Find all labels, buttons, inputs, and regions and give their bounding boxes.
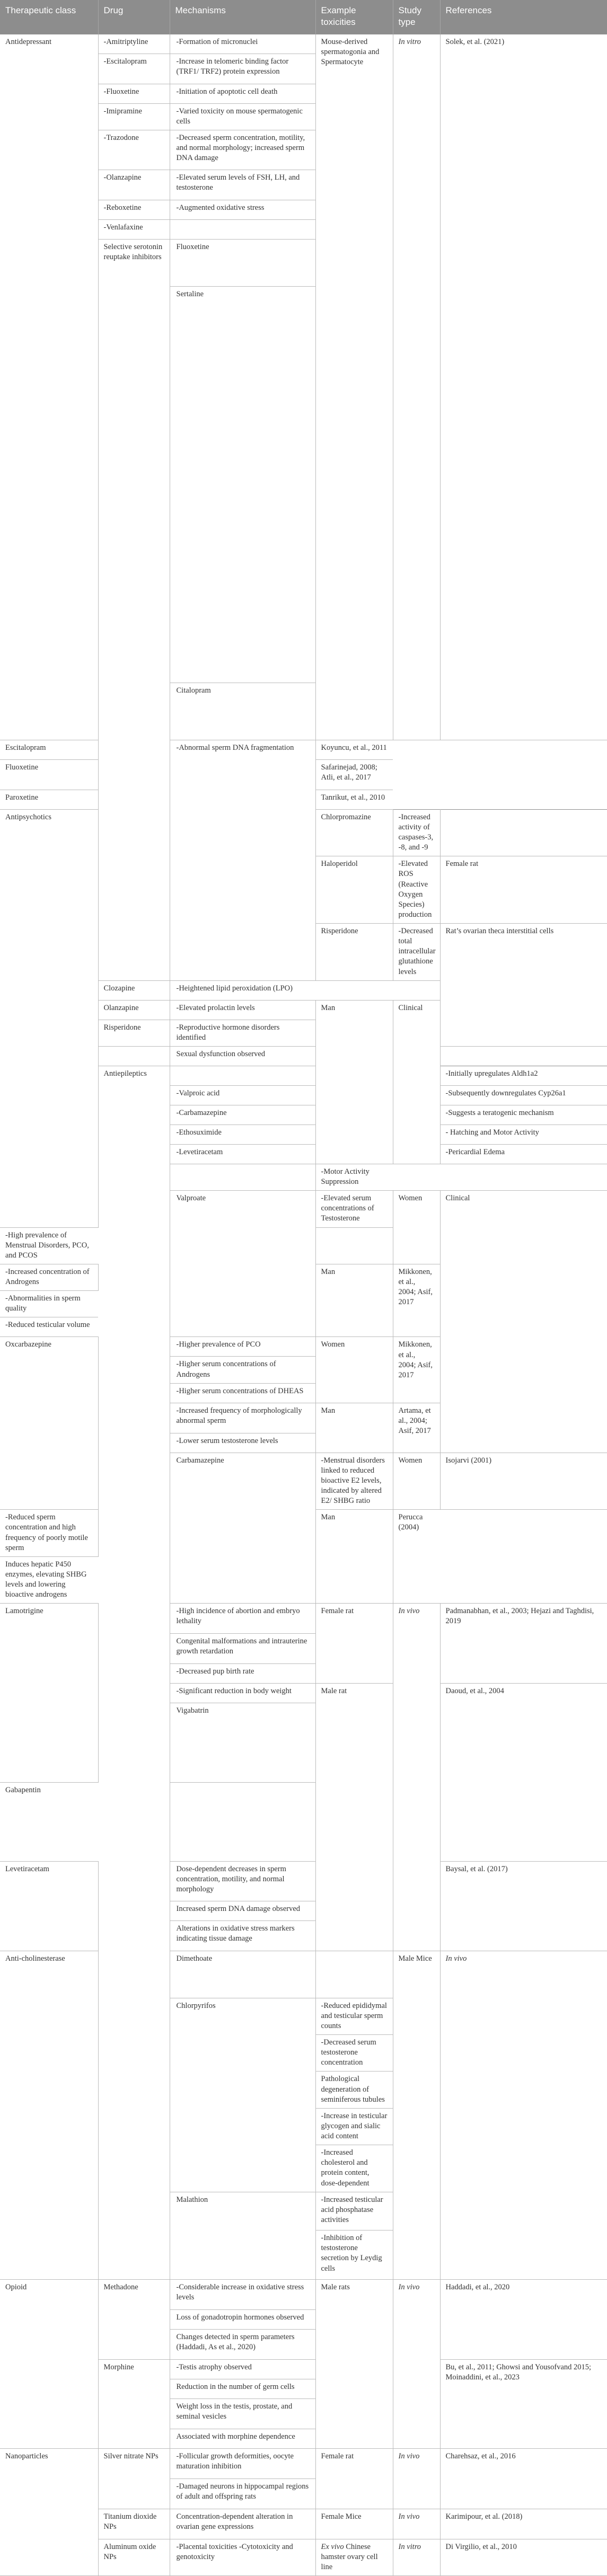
therapeutic-class-cell: Oxcarbazepine xyxy=(0,1337,98,1510)
mechanisms-cell: -Elevated prolactin levels xyxy=(170,1000,315,1020)
mechanisms-cell: Malathion xyxy=(170,2192,315,2279)
study-type-cell: In vitro xyxy=(393,34,440,740)
references-cell: Baysal, et al. (2017) xyxy=(440,1862,607,1951)
example-toxicities-cell: -Menstrual disorders linked to reduced bioactive E2 levels, indicated by altered E2/ SHBG ratio xyxy=(315,1453,393,1510)
drug-cell: -Trazodone xyxy=(98,130,170,170)
example-toxicities-cell: -Increase in testicular glycogen and sialic acid content xyxy=(315,2108,393,2145)
example-toxicities-cell: -Decreased serum testosterone concentration xyxy=(315,2035,393,2072)
example-toxicities-cell: Haloperidol xyxy=(315,856,393,924)
mechanisms-cell: -Heightened lipid peroxidation (LPO) xyxy=(170,980,315,1000)
mechanisms-cell: -High incidence of abortion and embryo lethality xyxy=(170,1604,315,1634)
mechanisms-cell: Valproate xyxy=(170,1191,315,1337)
therapeutic-class-cell: -Reduced testicular volume xyxy=(0,1317,98,1337)
mechanisms-cell: -Carbamazepine xyxy=(170,1105,315,1125)
mechanisms-cell: -Decreased sperm concentration, motility, and normal morphology; increased sperm DNA damage xyxy=(170,130,315,170)
therapeutic-class-cell: Antidepressant xyxy=(0,34,98,740)
example-toxicities-cell: -Increased cholesterol and protein content, dose-dependent xyxy=(315,2145,393,2192)
example-toxicities-cell: Risperidone xyxy=(315,924,393,981)
table-row xyxy=(0,2448,607,2478)
study-type-cell: Male Mice xyxy=(393,1951,440,2280)
header-therapeutic-class: Therapeutic class xyxy=(0,0,98,34)
header-example-toxicities: Example toxicities xyxy=(315,0,393,34)
drug-cell: Silver nitrate NPs xyxy=(98,2448,170,2509)
mechanisms-cell: Dose-dependent decreases in sperm concentration, motility, and normal morphology xyxy=(170,1862,315,1901)
drug-cell: Risperidone xyxy=(98,1020,170,1046)
drug-cell: Clozapine xyxy=(98,980,170,1000)
mechanisms-cell: Alterations in oxidative stress markers indicating tissue damage xyxy=(170,1921,315,1951)
mechanisms-cell: Reduction in the number of germ cells xyxy=(170,2379,315,2398)
mechanisms-cell: -Damaged neurons in hippocampal regions of adult and offspring rats xyxy=(170,2478,315,2509)
therapeutic-class-cell: Gabapentin xyxy=(0,1782,98,1861)
header-references: References xyxy=(440,0,607,34)
mechanisms-cell xyxy=(170,1164,315,1190)
therapeutic-class-cell: -Reduced sperm concentration and high frequency of poorly motile sperm xyxy=(0,1510,98,1557)
example-toxicities-cell: -Motor Activity Suppression xyxy=(315,1164,393,1190)
therapeutic-class-cell: -High prevalence of Menstrual Disorders, PCO, and PCOS xyxy=(0,1227,98,1264)
therapeutic-class-cell: Lamotrigine xyxy=(0,1604,98,1782)
study-type-cell: In vivo xyxy=(393,2448,440,2509)
study-type-cell: Women xyxy=(393,1453,440,1510)
mechanisms-cell: -Placental toxicities -Cytotoxicity and genotoxicity xyxy=(170,2539,315,2575)
example-toxicities-cell: -Elevated serum concentrations of Testosterone xyxy=(315,1191,393,1227)
study-type-cell: In vitro xyxy=(393,2539,440,2575)
therapeutic-class-cell: Anti-cholinesterase xyxy=(0,1951,98,2280)
references-cell: Rat’s ovarian theca interstitial cells xyxy=(440,924,607,1047)
mechanisms-cell: Sexual dysfunction observed xyxy=(170,1046,315,1066)
mechanisms-cell: Congenital malformations and intrauterine growth retardation xyxy=(170,1634,315,1664)
example-toxicities-cell: -Inhibition of testosterone secretion by Leydig cells xyxy=(315,2230,393,2280)
references-cell: -Suggests a teratogenic mechanism xyxy=(440,1105,607,1125)
example-toxicities-cell: Women xyxy=(315,1337,393,1403)
drug-cell: Morphine xyxy=(98,2359,170,2448)
drug-cell xyxy=(98,1046,170,1066)
example-toxicities-cell: Pathological degeneration of seminiferous tubules xyxy=(315,2072,393,2108)
mechanisms-cell: Vigabatrin xyxy=(170,1703,315,1782)
mechanisms-cell: Fluoxetine xyxy=(170,240,315,287)
header-row xyxy=(0,0,607,34)
references-cell: -Initially upregulates Aldh1a2 xyxy=(440,1066,607,1085)
mechanisms-cell: -Valproic acid xyxy=(170,1085,315,1105)
mechanisms-cell: Dimethoate xyxy=(170,1951,315,1998)
mechanisms-cell: Carbamazepine xyxy=(170,1453,315,1604)
header-study-type: Study type xyxy=(393,0,440,34)
references-cell: -Subsequently downregulates Cyp26a1 xyxy=(440,1085,607,1105)
example-toxicities-cell: -Reduced epididymal and testicular sperm counts xyxy=(315,1998,393,2034)
references-cell: Haddadi, et al., 2020 xyxy=(440,2279,607,2359)
therapeutic-class-cell: Levetiracetam xyxy=(0,1862,98,1951)
therapeutic-class-cell: Nanoparticles xyxy=(0,2448,98,2575)
mechanisms-cell: -Testis atrophy observed xyxy=(170,2359,315,2379)
study-type-cell: Perucca (2004) xyxy=(393,1510,440,1604)
mechanisms-cell: Citalopram xyxy=(170,683,315,740)
mechanisms-cell: Concentration-dependent alteration in ovarian gene expressions xyxy=(170,2509,315,2539)
mechanisms-cell: -Initiation of apoptotic cell death xyxy=(170,84,315,103)
mechanisms-cell: -Significant reduction in body weight xyxy=(170,1684,315,1703)
study-type-cell: In vivo xyxy=(393,2279,440,2448)
table-row xyxy=(0,1951,607,1998)
table-body xyxy=(0,34,607,2575)
example-toxicities-cell: Koyuncu, et al., 2011 xyxy=(315,740,393,759)
study-type-cell: Artama, et al., 2004; Asif, 2017 xyxy=(393,1403,440,1453)
drug-cell: -Amitriptyline xyxy=(98,34,170,54)
mechanisms-cell: Associated with morphine dependence xyxy=(170,2429,315,2448)
references-cell: Clinical xyxy=(440,1191,607,1453)
study-type-cell: -Decreased total intracellular glutathione levels xyxy=(393,924,440,981)
drug-cell: Antiepileptics xyxy=(98,1066,170,2279)
table-row xyxy=(0,740,607,759)
example-toxicities-cell: Man xyxy=(315,1264,393,1337)
table-row xyxy=(0,2279,607,2309)
references-cell: Karimipour, et al. (2018) xyxy=(440,2509,607,2539)
therapeutic-class-cell: Antipsychotics xyxy=(0,809,98,1227)
study-type-cell: In vivo xyxy=(393,2509,440,2539)
drug-cell: Titanium dioxide NPs xyxy=(98,2509,170,2539)
references-cell xyxy=(440,809,607,856)
mechanisms-cell: -Varied toxicity on mouse spermatogenic cells xyxy=(170,103,315,130)
therapeutic-class-cell: Induces hepatic P450 enzymes, elevating SHBG levels and lowering bioactive androgens xyxy=(0,1556,98,1604)
mechanisms-cell: -Increase in telomeric binding factor (TRF1/ TRF2) protein expression xyxy=(170,54,315,84)
mechanisms-cell: -Elevated serum levels of FSH, LH, and testosterone xyxy=(170,170,315,200)
drug-cell: -Reboxetine xyxy=(98,200,170,220)
study-type-cell: In vivo xyxy=(393,1604,440,1951)
mechanisms-cell: -Higher serum concentrations of DHEAS xyxy=(170,1383,315,1403)
mechanisms-cell: -Follicular growth deformities, oocyte maturation inhibition xyxy=(170,2448,315,2478)
drug-cell: -Fluoxetine xyxy=(98,84,170,103)
mechanisms-cell: Loss of gonadotropin hormones observed xyxy=(170,2309,315,2329)
therapeutic-class-cell: Paroxetine xyxy=(0,790,98,809)
study-type-cell: Clinical xyxy=(393,1000,440,1164)
references-cell: Charehsaz, et al., 2016 xyxy=(440,2448,607,2509)
mechanisms-cell: -Abnormal sperm DNA fragmentation xyxy=(170,740,315,980)
references-cell: -Pericardial Edema xyxy=(440,1144,607,1164)
example-toxicities-cell: Male rats xyxy=(315,2279,393,2448)
example-toxicities-cell: Safarinejad, 2008; Atli, et al., 2017 xyxy=(315,759,393,790)
table-row xyxy=(0,1862,607,1901)
references-cell: In vivo xyxy=(440,1951,607,2280)
study-type-cell: -Increased activity of caspases-3, -8, and -9 xyxy=(393,809,440,856)
therapeutic-class-cell: Opioid xyxy=(0,2279,98,2448)
header-drug: Drug xyxy=(98,0,170,34)
table-row xyxy=(0,1604,607,1634)
drug-cell: Aluminum oxide NPs xyxy=(98,2539,170,2575)
study-type-cell: Mikkonen, et al., 2004; Asif, 2017 xyxy=(393,1337,440,1403)
references-cell: Isojarvi (2001) xyxy=(440,1453,607,1510)
drug-cell: Methadone xyxy=(98,2279,170,2359)
drug-cell: -Olanzapine xyxy=(98,170,170,200)
study-type-cell: -Elevated ROS (Reactive Oxygen Species) production xyxy=(393,856,440,924)
example-toxicities-cell: Female Mice xyxy=(315,2509,393,2539)
example-toxicities-cell: Female rat xyxy=(315,2448,393,2509)
drug-cell: -Imipramine xyxy=(98,103,170,130)
example-toxicities-cell: Female rat xyxy=(315,1604,393,1684)
example-toxicities-cell: -Increased testicular acid phosphatase activities xyxy=(315,2192,393,2230)
mechanisms-cell: Chlorpyrifos xyxy=(170,1998,315,2192)
mechanisms-cell: -Higher serum concentrations of Androgens xyxy=(170,1357,315,1383)
references-cell: - Hatching and Motor Activity xyxy=(440,1125,607,1144)
references-cell: Solek, et al. (2021) xyxy=(440,34,607,740)
table-row xyxy=(0,34,607,54)
example-toxicities-cell: Tanrikut, et al., 2010 xyxy=(315,790,393,809)
mechanisms-cell: -Reproductive hormone disorders identified xyxy=(170,1020,315,1046)
mechanisms-cell xyxy=(170,1066,315,1085)
mechanisms-cell xyxy=(170,220,315,240)
mechanisms-cell: -Higher prevalence of PCO xyxy=(170,1337,315,1357)
mechanisms-cell: Weight loss in the testis, prostate, and seminal vesicles xyxy=(170,2398,315,2429)
mechanisms-cell: -Increased frequency of morphologically abnormal sperm xyxy=(170,1403,315,1433)
mechanisms-cell: -Formation of micronuclei xyxy=(170,34,315,54)
therapeutic-class-cell: Escitalopram xyxy=(0,740,98,759)
example-toxicities-cell: Ex vivo Chinese hamster ovary cell line xyxy=(315,2539,393,2575)
drug-cell: Selective serotonin reuptake inhibitors xyxy=(98,240,170,981)
mechanisms-cell: -Augmented oxidative stress xyxy=(170,200,315,220)
mechanisms-cell: Sertaline xyxy=(170,286,315,683)
study-type-cell: Women xyxy=(393,1191,440,1264)
references-cell: Daoud, et al., 2004 xyxy=(440,1684,607,1862)
study-type-cell: Mikkonen, et al., 2004; Asif, 2017 xyxy=(393,1264,440,1337)
therapeutic-class-cell: -Abnormalities in sperm quality xyxy=(0,1291,98,1317)
references-cell: Di Virgilio, et al., 2010 xyxy=(440,2539,607,2575)
mechanisms-cell: -Lower serum testosterone levels xyxy=(170,1433,315,1453)
references-cell: Bu, et al., 2011; Ghowsi and Yousofvand 2015; Moinaddini, et al., 2023 xyxy=(440,2359,607,2448)
example-toxicities-cell: Man xyxy=(315,1510,393,1604)
mechanisms-cell: -Levetiracetam xyxy=(170,1144,315,1164)
example-toxicities-cell: Male rat xyxy=(315,1684,393,1951)
therapeutic-class-cell: -Increased concentration of Androgens xyxy=(0,1264,98,1290)
header-mechanisms: Mechanisms xyxy=(170,0,315,34)
mechanisms-cell: -Ethosuximide xyxy=(170,1125,315,1144)
mechanisms-cell: Changes detected in sperm parameters (Haddadi, As et al., 2020) xyxy=(170,2329,315,2359)
mechanisms-cell: Increased sperm DNA damage observed xyxy=(170,1901,315,1921)
references-cell: Female rat xyxy=(440,856,607,924)
example-toxicities-cell: Chlorpromazine xyxy=(315,809,393,856)
therapeutic-class-cell: Fluoxetine xyxy=(0,759,98,790)
example-toxicities-cell: Mouse-derived spermatogonia and Spermatocyte xyxy=(315,34,393,740)
mechanisms-cell: -Decreased pup birth rate xyxy=(170,1664,315,1684)
example-toxicities-cell: Man xyxy=(315,1403,393,1453)
mechanisms-cell: -Considerable increase in oxidative stress levels xyxy=(170,2279,315,2309)
example-toxicities-cell xyxy=(315,1951,393,1998)
drug-cell: -Escitalopram xyxy=(98,54,170,84)
drug-cell: Olanzapine xyxy=(98,1000,170,1020)
references-cell: Padmanabhan, et al., 2003; Hejazi and Taghdisi, 2019 xyxy=(440,1604,607,1684)
drug-cell: -Venlafaxine xyxy=(98,220,170,240)
example-toxicities-cell: Man xyxy=(315,1000,393,1164)
